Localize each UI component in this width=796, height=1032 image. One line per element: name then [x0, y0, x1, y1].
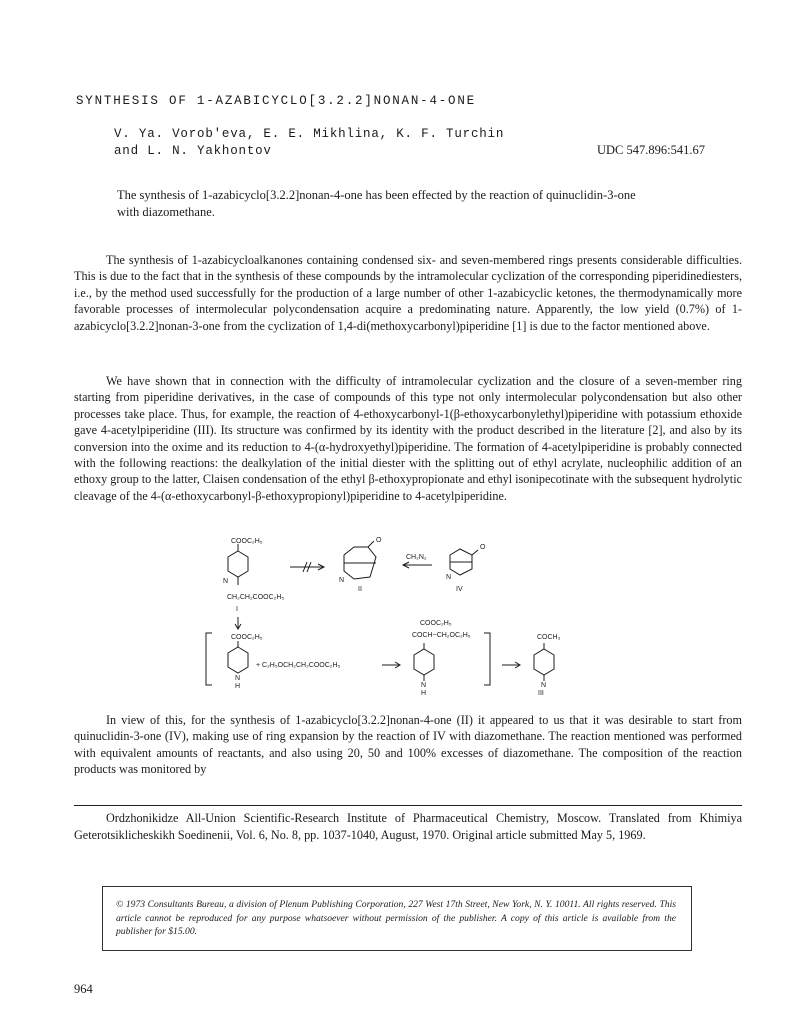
abstract: The synthesis of 1-azabicyclo[3.2.2]nonan-4-one has been effected by the reaction of quinuclidin-3-one with diazomethane. — [117, 188, 636, 219]
compound-iii-nitrogen: N — [541, 682, 547, 689]
compound-ii-oxygen: O — [376, 537, 382, 544]
body-paragraph-3: In view of this, for the synthesis of 1-azabicyclo[3.2.2]nonan-4-one (II) it appeared to us that it was desirable to start from quinuclidin-3-one (IV), making use of ring expansion by the reaction of IV with diazomethane. The reaction mentioned was performed with equivalent amounts of reactants, and also using 20, 50 and 100% excesses of diazomethane. The composition of the reaction products was monitored by — [74, 713, 742, 777]
compound-ii-nitrogen: N — [339, 577, 345, 584]
claisen-product-hydrogen: H — [421, 690, 427, 697]
author-line-1: V. Ya. Vorob'eva, E. E. Mikhlina, K. F. Turchin — [114, 127, 505, 141]
compound-i-side-chain: CH₂CH₂COOC₂H₅ — [227, 594, 285, 601]
author-line-2: and L. N. Yakhontov — [114, 144, 272, 158]
compound-iii-label: III — [538, 690, 544, 697]
page-number: 964 — [74, 982, 93, 996]
body-paragraph-2: We have shown that in connection with the difficulty of intramolecular cyclization and the closure of a seven-member ring starting from piperidine derivatives, in the case of compounds of this type not only intermolecular polycondensation but also other processes take place. Thus, for example, the reaction of 4-ethoxycarbonyl-1(β-ethoxycarbonylethyl)piperidine with potassium ethoxide gave 4-acetylpiperidine (III). Its structure was confirmed by its identity with the product described in the literature [2], and also by its conversion into the oxime and its reduction to 4-(α-hydroxyethyl)piperidine. The formation of 4-acetylpiperidine is probably connected with the following reactions: the dealkylation of the initial diester with the splitting out of ethyl acrylate, nucleophilic addition of an ethoxy group to the latter, Claisen condensation of the ethyl β-ethoxypropionate and ethyl isonipecotinate with the subsequent hydrolytic cleavage of the 4-(α-ethoxycarbonyl-β-ethoxypropionyl)piperidine to 4-acetylpiperidine. — [74, 374, 742, 503]
isonipecotinate-hydrogen: H — [235, 683, 241, 690]
claisen-product-ring — [414, 649, 434, 675]
compound-iii-substituent: COCH₃ — [537, 634, 561, 641]
claisen-product-nitrogen: N — [421, 682, 427, 689]
udc-code: UDC 547.896:541.67 — [597, 143, 705, 157]
compound-i-substituent: COOC₂H₅ — [231, 538, 263, 545]
compound-iv-oxygen: O — [480, 544, 486, 551]
affiliation-note: Ordzhonikidze All-Union Scientific-Research Institute of Pharmaceutical Chemistry, Moscow. Translated from Khimiya Geterotsiklicheskikh Soedinenii, Vol. 6, No. 8, pp. 1037-1040, August, 1970. Original article submitted May 5, 1969. — [74, 811, 742, 842]
compound-i-ring — [228, 551, 248, 577]
compound-i-label: I — [236, 606, 238, 613]
diazomethane-reagent: CH₂N₂ — [406, 554, 427, 561]
claisen-product-chain: COCH−CH₂OC₂H₅ — [412, 632, 471, 639]
reaction-scheme-drawing — [198, 537, 598, 697]
ethoxypropionate-reagent: + C₂H₅OCH₂CH₂COOC₂H₅ — [256, 662, 341, 669]
author-list — [114, 126, 504, 160]
compound-ii-label: II — [358, 586, 362, 593]
copyright-text: © 1973 Consultants Bureau, a division of Plenum Publishing Corporation, 227 West 17th Street, New York, N. Y. 10011. All rights reserved. This article cannot be reproduced for any purpose whatsoever without permission of the publisher. A copy of this article is available from the publisher for $15.00. — [116, 899, 676, 938]
compound-iv-nitrogen: N — [446, 574, 452, 581]
reaction-scheme — [198, 537, 598, 702]
isonipecotinate-ring — [228, 647, 248, 673]
isonipecotinate-substituent: COOC₂H₅ — [231, 634, 263, 641]
copyright-box — [102, 886, 692, 951]
compound-iv-label: IV — [456, 586, 463, 593]
claisen-product-ester: COOC₂H₅ — [420, 620, 452, 627]
body-paragraph-1: The synthesis of 1-azabicycloalkanones containing condensed six- and seven-membered rings presents considerable difficulties. This is due to the fact that in the synthesis of these compounds by the intramolecular cyclization of the corresponding piperidinediesters, i.e., by the method used successfully for the production of a large number of other 1-azabicyclic ketones, the thermodynamically more favorable processes of intermolecular polycondensation acquire a predominating nature. Apparently, the low yield (0.7%) of 1-azabicyclo[3.2.2]nonan-3-one from the cyclization of 1,4-di(methoxycarbonyl)piperidine [1] is due to the factor mentioned above. — [74, 253, 742, 333]
compound-iii-ring — [534, 649, 554, 675]
isonipecotinate-nitrogen: N — [235, 675, 241, 682]
compound-i-nitrogen: N — [223, 578, 229, 585]
footnote-divider — [74, 805, 742, 806]
article-title: SYNTHESIS OF 1-AZABICYCLO[3.2.2]NONAN-4-ONE — [76, 94, 476, 108]
